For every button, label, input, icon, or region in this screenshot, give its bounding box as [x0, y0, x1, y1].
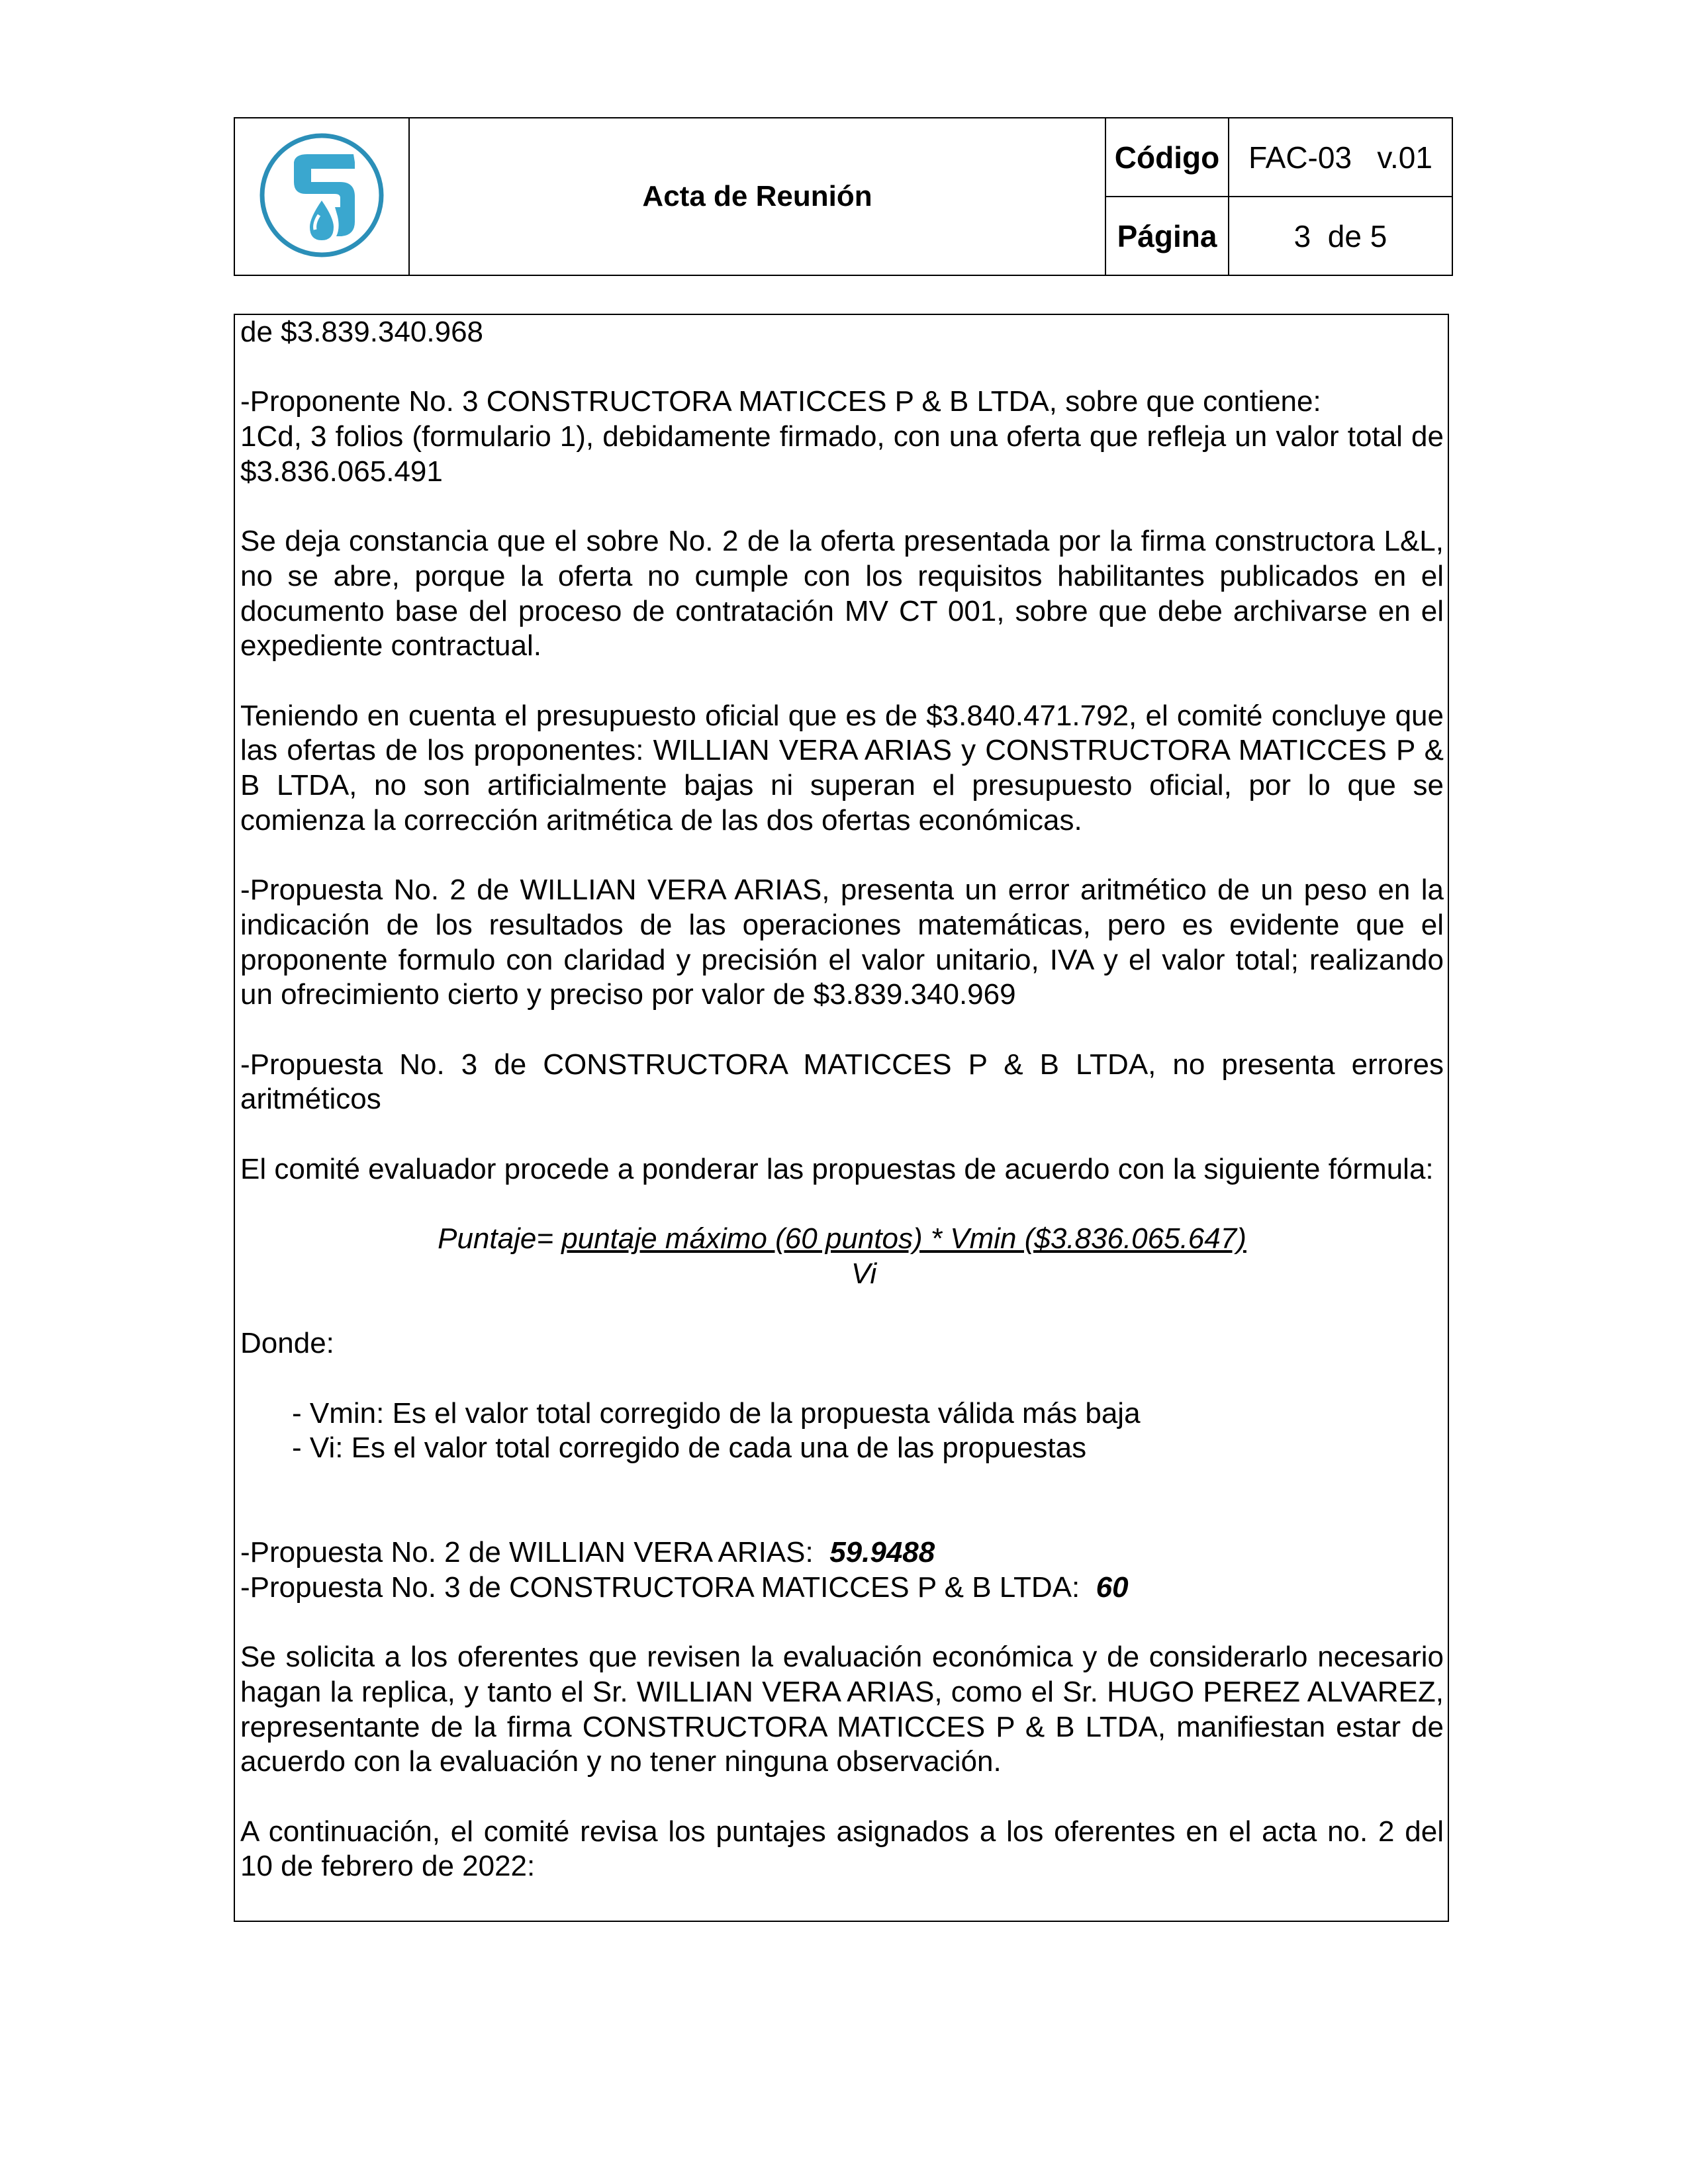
paragraph-proponente-3-line1: -Proponente No. 3 CONSTRUCTORA MATICCES P & B LTDA, sobre que contiene:	[240, 385, 1321, 418]
formula-numerator: puntaje máximo (60 puntos) * Vmin ($3.836.065.647)	[561, 1222, 1246, 1255]
paragraph-constancia: Se deja constancia que el sobre No. 2 de la oferta presentada por la firma constructora L&L, no se abre, porque la oferta no cumple con los requisitos habilitantes publicados en el documento base del proceso de contratación MV CT 001, sobre que debe archivarse en el expediente contractual.	[240, 525, 1444, 662]
code-value: FAC-03 v.01	[1229, 118, 1452, 197]
score-label: -Propuesta No. 2 de WILLIAN VERA ARIAS:	[240, 1536, 830, 1569]
formula-denominator: Vi	[851, 1257, 877, 1290]
page-value: 3 de 5	[1229, 197, 1452, 275]
paragraph-continuacion: A continuación, el comité revisa los puntajes asignados a los oferentes en el acta no. 2 del 10 de febrero de 2022:	[240, 1815, 1444, 1883]
paragraph-presupuesto: Teniendo en cuenta el presupuesto oficial que es de $3.840.471.792, el comité concluye que las ofertas de los proponentes: WILLIAN VERA ARIAS y CONSTRUCTORA MATICCES P & B LTDA, no son artificialmente bajas ni superan el presupuesto oficial, por lo que se comienza la corrección aritmética de las dos ofertas económicas.	[240, 699, 1444, 837]
definitions-list	[240, 1396, 1444, 1466]
paragraph-solicitud: Se solicita a los oferentes que revisen la evaluación económica y de considerarlo necesario hagan la replica, y tanto el Sr. WILLIAN VERA ARIAS, como el Sr. HUGO PEREZ ALVAREZ, representante de la firma CONSTRUCTORA MATICCES P & B LTDA, manifiestan estar de acuerdo con la evaluación y no tener ninguna observación.	[240, 1641, 1444, 1778]
paragraph-propuesta-2: -Propuesta No. 2 de WILLIAN VERA ARIAS, presenta un error aritmético de un peso en la indicación de los resultados de las operaciones matemáticas, pero es evidente que el proponente formulo con claridad y precisión el valor unitario, IVA y el valor total; realizando un ofrecimiento cierto y preciso por valor de $3.839.340.969	[240, 874, 1444, 1011]
paragraph-proponente-3	[240, 385, 1444, 489]
document-title: Acta de Reunión	[409, 118, 1105, 275]
formula	[240, 1222, 1444, 1257]
paragraph-formula-intro: El comité evaluador procede a ponderar las propuestas de acuerdo con la siguiente fórmula:	[240, 1152, 1434, 1185]
code-label: Código	[1105, 118, 1229, 197]
score-propuesta-3	[240, 1570, 1444, 1606]
definition-item: - Vmin: Es el valor total corregido de la propuesta válida más baja	[292, 1396, 1444, 1432]
paragraph-propuesta-3: -Propuesta No. 3 de CONSTRUCTORA MATICCES P & B LTDA, no presenta errores aritméticos	[240, 1048, 1444, 1116]
logo-cell	[234, 118, 409, 275]
paragraph-1: de $3.839.340.968	[240, 316, 484, 348]
score-propuesta-2	[240, 1535, 1444, 1570]
donde-label: Donde:	[240, 1327, 334, 1360]
definition-item: - Vi: Es el valor total corregido de cada una de las propuestas	[292, 1431, 1444, 1466]
page-label: Página	[1105, 197, 1229, 275]
score-label: -Propuesta No. 3 de CONSTRUCTORA MATICCES P & B LTDA:	[240, 1570, 1096, 1604]
document-header	[234, 117, 1453, 276]
company-logo	[256, 129, 388, 261]
formula-lhs: Puntaje=	[438, 1222, 562, 1255]
paragraph-proponente-3-rest: 1Cd, 3 folios (formulario 1), debidamente firmado, con una oferta que refleja un valor total de $3.836.065.491	[240, 420, 1444, 488]
score-value: 60	[1096, 1570, 1129, 1604]
score-value: 59.9488	[829, 1536, 935, 1569]
document-body	[234, 314, 1449, 1922]
